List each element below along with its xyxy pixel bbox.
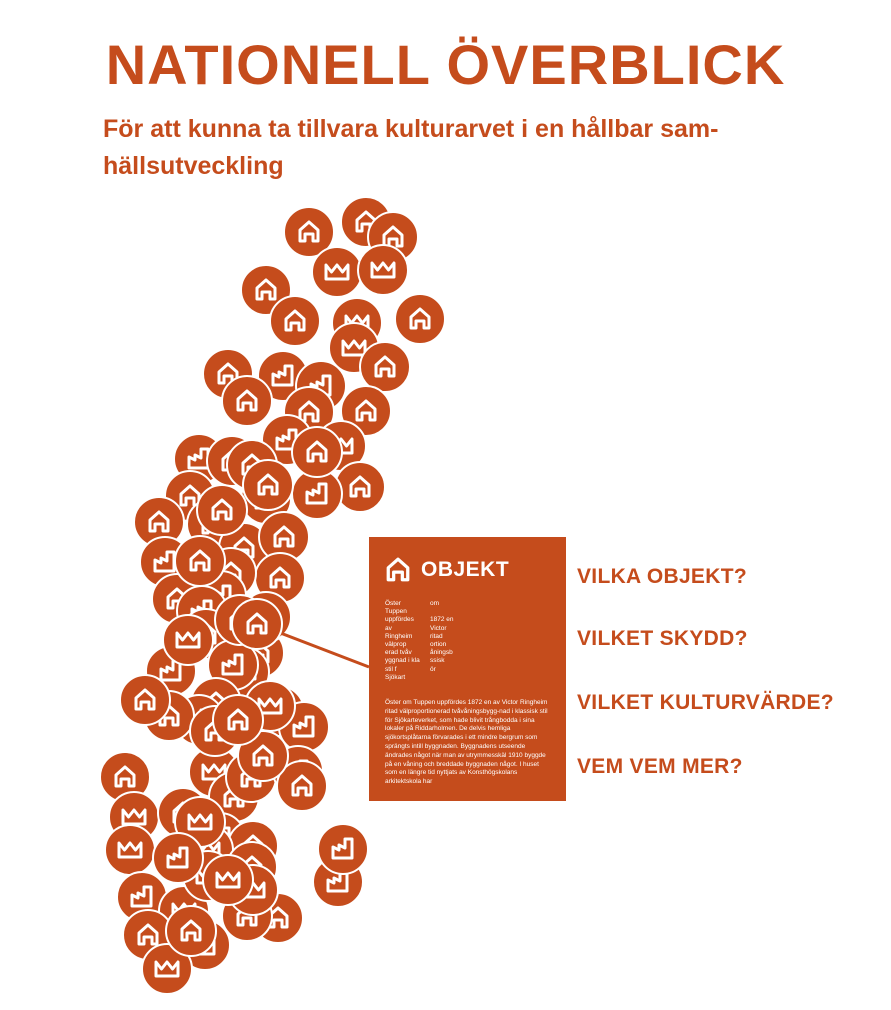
question-vem-vem-mer[interactable]: VEM VEM MER? <box>577 755 743 778</box>
map-marker-house[interactable] <box>197 485 247 535</box>
map-marker-house[interactable] <box>395 294 445 344</box>
selected-map-marker[interactable] <box>232 599 282 649</box>
card-header <box>385 557 509 583</box>
card-fact-right: om <box>430 600 440 607</box>
card-fact-left: Sjökart <box>385 673 406 681</box>
card-facts <box>385 600 475 682</box>
question-vilket-skydd[interactable]: VILKET SKYDD? <box>577 627 748 650</box>
map-marker-factory[interactable] <box>318 824 368 874</box>
card-fact-right: ssisk <box>430 657 445 665</box>
map-marker-crown[interactable] <box>312 247 362 297</box>
question-vilket-kulturvarde[interactable]: VILKET KULTURVÄRDE? <box>577 691 834 714</box>
page-title: NATIONELL ÖVERBLICK <box>105 33 786 96</box>
card-fact-left: yggnad i kla <box>385 657 420 665</box>
card-body-text: Öster om Tuppen uppfördes 1872 en av Victor Ringheim ritad välproportionerad tvåvåningsbygg-nad i klassisk stil för Sjökarteverket, som hade blivit trångbodda i sina lokaler på Riddarholmen. De delvis hemliga sjökortsplåtarna förvarades i ett mindre bergrum som sprängts intill byggnaden. Byggnadens utseende ändrades något när man av utrymmesskäl 1910 byggde på en våning och breddade byggnaden något. I huset som en längre tid nyttjats av Konsthögskolans arkitektskola har <box>385 699 548 786</box>
page-subtitle: För att kunna ta tillvara kulturarvet i en hållbar sam-hällsutveckling <box>103 115 719 180</box>
map-marker-house[interactable] <box>175 536 225 586</box>
card-fact-right: Victor <box>430 624 447 632</box>
card-fact-right: 1872 en <box>430 616 454 624</box>
map-marker-crown[interactable] <box>163 615 213 665</box>
card-fact-right: ör <box>430 665 436 673</box>
map-marker-house[interactable] <box>222 376 272 426</box>
card-heading: OBJEKT <box>421 558 510 581</box>
card-fact-right <box>430 608 470 616</box>
map-marker-factory[interactable] <box>153 833 203 883</box>
card-fact-left: erad tvåv <box>385 649 412 657</box>
card-fact-right: ortion <box>430 641 447 649</box>
map-marker-house[interactable] <box>213 695 263 745</box>
card-fact-left: välprop <box>385 641 407 649</box>
card-fact-left: Tuppen <box>385 608 407 616</box>
map-marker-crown[interactable] <box>203 855 253 905</box>
map-marker-house[interactable] <box>120 675 170 725</box>
map-marker-house[interactable] <box>270 296 320 346</box>
house-icon <box>385 557 411 583</box>
map-marker-house[interactable] <box>360 342 410 392</box>
card-fact-left: stil f <box>385 665 397 673</box>
card-fact-left: uppfördes <box>385 616 414 624</box>
card-fact-right: åningsb <box>430 649 453 657</box>
map-marker-house[interactable] <box>166 906 216 956</box>
objekt-card[interactable] <box>369 537 566 801</box>
question-vilka-objekt[interactable]: VILKA OBJEKT? <box>577 565 747 588</box>
card-fact-left: Öster <box>385 600 401 607</box>
map-marker-crown[interactable] <box>358 245 408 295</box>
map-marker-house[interactable] <box>292 427 342 477</box>
card-fact-right <box>430 674 470 682</box>
card-fact-left: av <box>385 624 392 632</box>
card-fact-right: ritad <box>430 632 443 640</box>
map-marker-house[interactable] <box>243 460 293 510</box>
card-fact-left: Ringheim <box>385 632 413 640</box>
map-marker-crown[interactable] <box>105 825 155 875</box>
map-marker-house[interactable] <box>335 462 385 512</box>
